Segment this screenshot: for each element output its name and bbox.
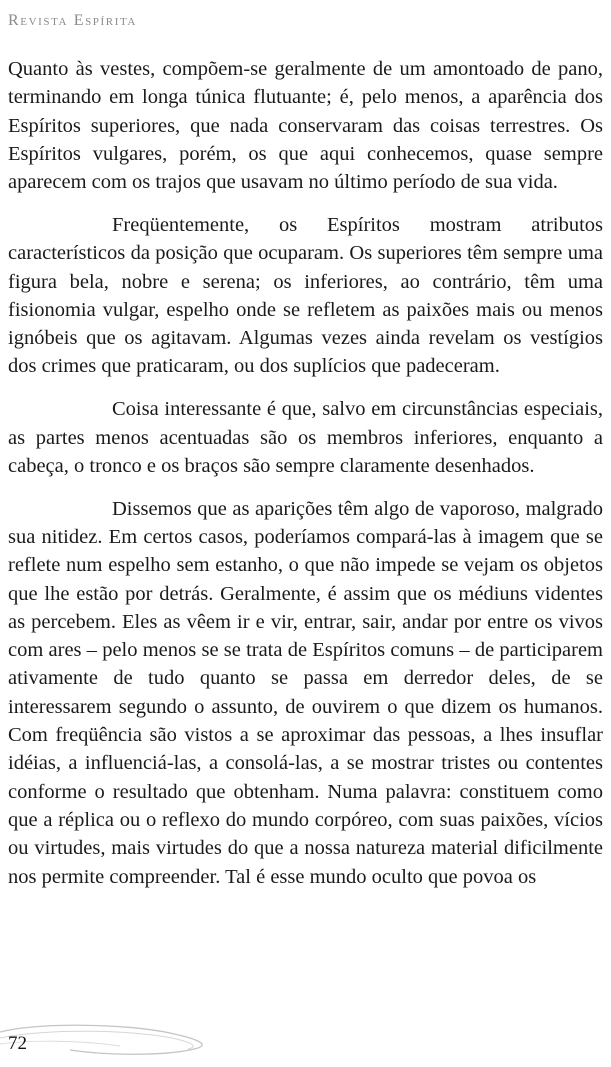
paragraph: Freqüentemente, os Espíritos mostram atributos característicos da posição que ocuparam. Os superiores têm sempre uma figura bela, nobre e serena; os inferiores, ao contrário, têm uma fisionomia vulgar, espelho onde se refletem as paixões mais ou menos ignóbeis que os agitavam. Algumas vezes ainda revelam os vestígios dos crimes que praticaram, ou dos suplícios que padeceram. [8,213,603,378]
paragraph: Quanto às vestes, compõem-se geralmente de um amontoado de pano, terminando em longa túnica flutuante; é, pelo menos, a aparência dos Espíritos superiores, que nada conservaram das coisas terrestres. Os Espíritos vulgares, porém, os que aqui conhecemos, quase sempre aparecem com os trajos que usavam no último período de sua vida. [8,58,603,194]
paragraph: Dissemos que as aparições têm algo de vaporoso, malgrado sua nitidez. Em certos casos, poderíamos compará-las à imagem que se reflete num espelho sem estanho, o que não impede se vejam os objetos que lhe estão por detrás. Geralmente, é assim que os médiuns videntes as percebem. Eles as vêem ir e vir, entrar, sair, andar por entre os vivos com ares – pelo menos se se trata de Espíritos comuns – de participarem ativamente de tudo quanto se passa em derredor deles, de se interessarem segundo o assunto, de ouvirem o que dizem os humanos. Com freqüência são vistos a se aproximar das pessoas, a lhes insuflar idéias, a influenciá-las, a consolá-las, a se mostrar tristes ou contentes conforme o resultado que obtenham. Numa palavra: constituem como que a réplica ou o reflexo do mundo corpóreo, com suas paixões, vícios ou virtudes, mais virtudes do que a nossa natureza material dificilmente nos permite compreender. Tal é esse mundo oculto que povoa os [8,497,603,888]
footer-ornament-swoosh [0,1018,210,1058]
page-number: 72 [8,1033,27,1054]
running-head: Revista Espírita [8,12,137,29]
paragraph: Coisa interessante é que, salvo em circunstâncias especiais, as partes menos acentuadas são os membros inferiores, enquanto a cabeça, o tronco e os braços são sempre claramente desenhados. [8,398,603,477]
page-body [8,55,603,1063]
